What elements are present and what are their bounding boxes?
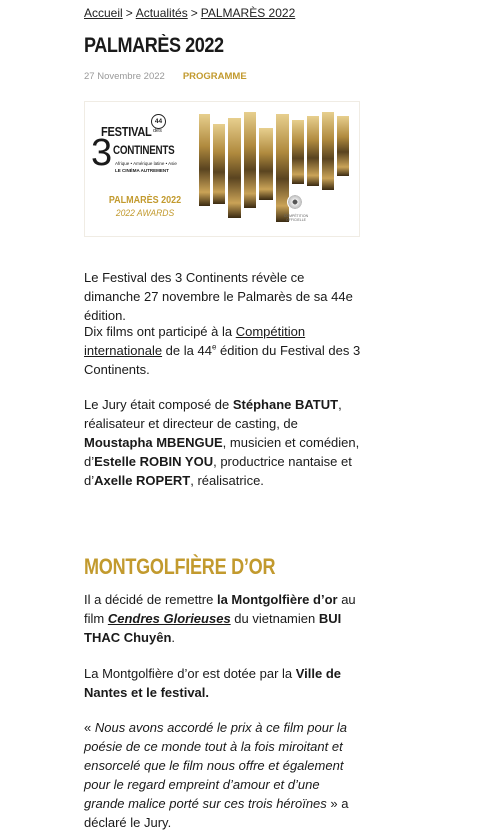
film-still-strip <box>337 116 349 176</box>
logo-regions-line: Afrique • Amérique latine • Asie <box>115 161 177 166</box>
edition-superscript: e <box>211 342 217 352</box>
director-name: BUI THAC Chuyên <box>84 611 342 645</box>
breadcrumb <box>84 6 360 20</box>
page-title: PALMARÈS 2022 <box>84 34 224 57</box>
competition-link[interactable]: Compétition internationale <box>84 324 306 358</box>
article-meta <box>84 71 360 82</box>
banner-awards-label: 2022 AWARDS <box>115 208 175 219</box>
film-still-strip <box>213 124 225 204</box>
sponsor-paragraph <box>84 664 362 702</box>
intro-paragraph <box>84 268 362 325</box>
film-still-strip <box>292 120 304 184</box>
jury-member-name: Moustapha MBENGUE <box>84 435 223 450</box>
quote-attribution: » a déclaré le Jury. <box>84 796 349 830</box>
competition-seal-icon <box>287 194 303 210</box>
article-banner-image <box>84 101 360 237</box>
award-text: . <box>171 630 176 645</box>
logo-festival-word: FESTIVAL <box>101 124 152 139</box>
competition-seal-text: COMPÉTITION OFFICIELLE <box>283 214 309 222</box>
breadcrumb-current-link[interactable]: PALMARÈS 2022 <box>200 6 296 20</box>
breadcrumb-separator: > <box>190 6 198 20</box>
award-paragraph <box>84 590 362 647</box>
logo-continents-word: CONTINENTS <box>113 143 175 157</box>
film-still-strip <box>199 114 210 206</box>
jury-quote: Nous avons accordé le prix à ce film pour la poésie de ce monde tout à la fois miroitant et ensorcelé que le film nous offre et également pour le regard empreint d’amour et d’une grande malice porté sur ces trois héroïnes <box>84 720 348 811</box>
intro-text: Le Festival des 3 Continents révèle ce dimanche 27 novembre le Palmarès de sa 44e édition. <box>84 270 353 323</box>
quote-mark: « <box>84 720 95 735</box>
competition-text-middle: de la 44 <box>162 343 212 358</box>
competition-text-before: Dix films ont participé à la <box>84 324 236 339</box>
article-date: 27 Novembre 2022 <box>84 71 165 82</box>
banner-palmares-label: PALMARÈS 2022 <box>108 195 182 206</box>
competition-text-after: édition du Festival des 3 Continents. <box>84 343 361 377</box>
breadcrumb-separator: > <box>125 6 133 20</box>
film-stills-collage <box>199 112 349 230</box>
jury-quote-paragraph <box>84 718 362 832</box>
breadcrumb-news-link[interactable]: Actualités <box>135 6 188 20</box>
logo-des-word: des <box>153 128 162 134</box>
sponsor-name: Ville de Nantes et le festival. <box>84 666 342 700</box>
jury-text: , réalisatrice. <box>190 473 264 488</box>
logo-three: 3 <box>91 132 113 174</box>
jury-text: , musicien et comédien, d’ <box>84 435 360 469</box>
award-name: la Montgolfière d’or <box>216 592 338 607</box>
jury-text: , productrice nantaise et d’ <box>84 454 352 488</box>
award-text: Il a décidé de remettre <box>84 592 217 607</box>
article-category-link[interactable]: PROGRAMME <box>182 71 247 82</box>
jury-member-name: Axelle ROPERT <box>94 473 191 488</box>
film-still-strip <box>322 112 334 190</box>
film-still-strip <box>307 116 319 186</box>
sponsor-text: La Montgolfière d’or est dotée par la <box>84 666 296 681</box>
logo-slogan: LE CINÉMA AUTREMENT <box>115 168 169 173</box>
film-title-link[interactable]: Cendres Glorieuses <box>107 611 231 626</box>
jury-text: Le Jury était composé de <box>84 397 233 412</box>
edition-badge: 44 <box>151 114 166 129</box>
competition-paragraph <box>84 322 362 379</box>
award-text: au film <box>84 592 356 626</box>
film-still-strip <box>228 118 241 218</box>
award-text: du vietnamien <box>230 611 319 626</box>
film-still-strip <box>259 128 273 200</box>
jury-member-name: Estelle ROBIN YOU <box>94 454 214 469</box>
breadcrumb-home-link[interactable]: Accueil <box>84 6 123 20</box>
film-still-strip <box>244 112 256 208</box>
jury-member-name: Stéphane BATUT <box>232 397 339 412</box>
jury-text: , réalisateur et directeur de casting, de <box>84 397 342 431</box>
section-heading: MONTGOLFIÈRE D’OR <box>84 554 276 579</box>
jury-paragraph <box>84 395 362 490</box>
